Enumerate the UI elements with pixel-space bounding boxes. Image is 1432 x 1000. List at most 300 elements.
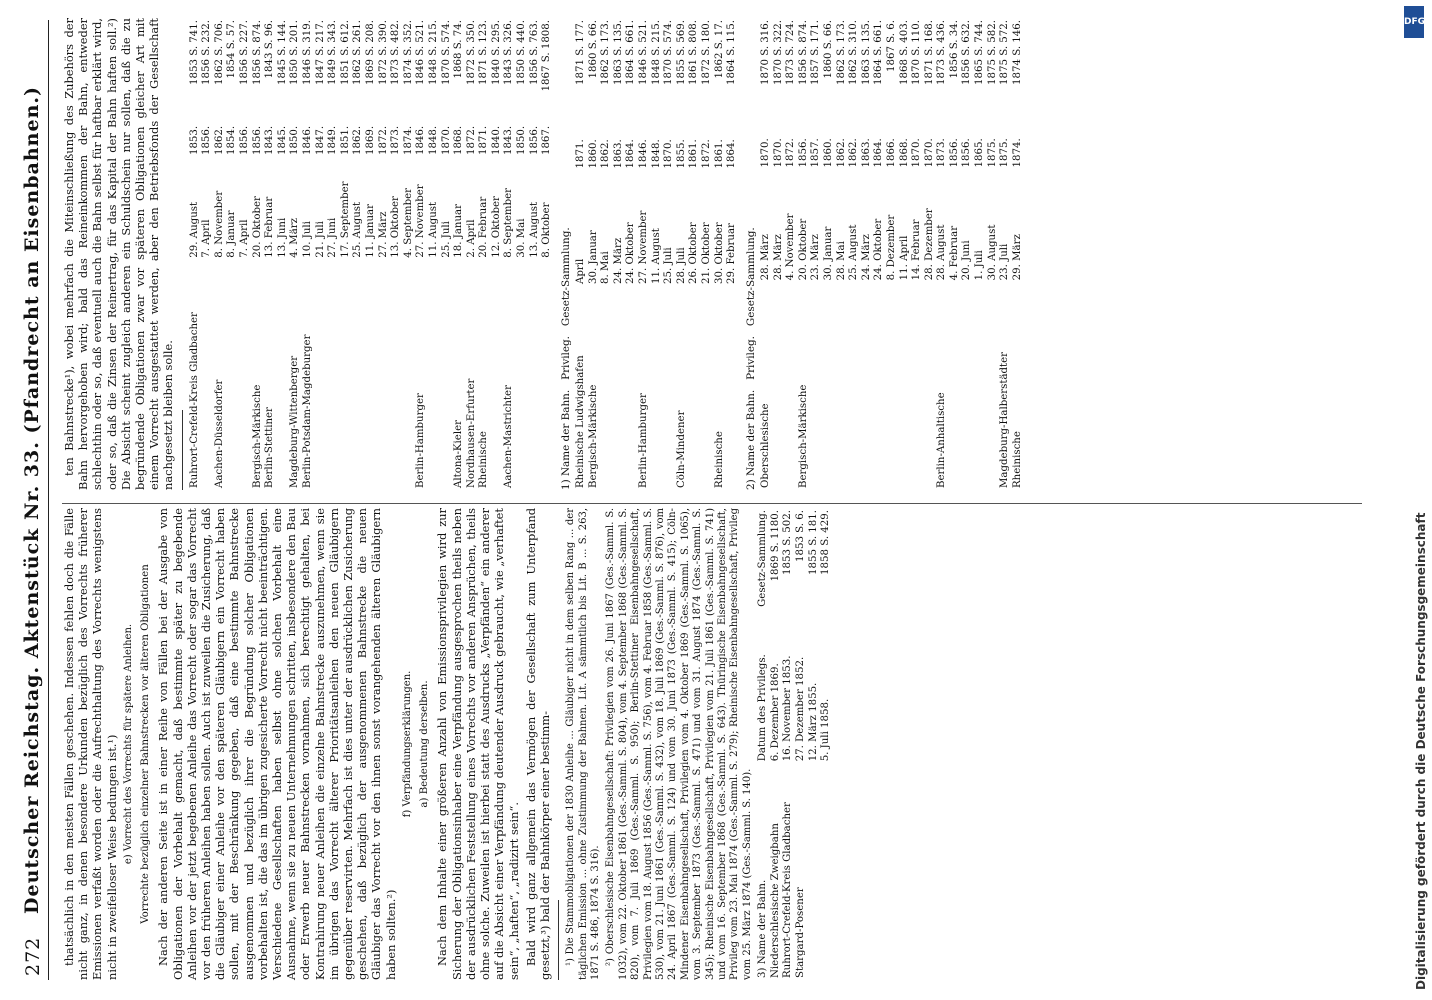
table-cell: 21. Oktober (700, 222, 712, 284)
table-cell: 14. Februar (911, 219, 923, 281)
table-cell (823, 282, 836, 490)
table-cell (201, 260, 214, 490)
table-cell (390, 260, 403, 490)
table-cell: Nordhausen-Erfurter (465, 378, 477, 488)
table-cell: 1870 S. 110. (911, 20, 923, 85)
table-cell: 1874. (402, 125, 414, 156)
table-row (651, 18, 664, 490)
table-row (226, 18, 239, 490)
table-cell: 1871. (478, 125, 490, 156)
table-cell: 20. Oktober (251, 196, 263, 258)
table-row (428, 18, 441, 490)
table-cell: 1867 S. 1808. (541, 20, 553, 92)
table-cell: 1870. (440, 125, 452, 156)
table-row (785, 18, 798, 490)
table-cell (239, 260, 252, 490)
table-cell: 8. November (213, 190, 225, 258)
table-cell: 1872. (377, 125, 389, 156)
table-cell: 11. April (898, 235, 910, 281)
left-column (62, 508, 833, 980)
table-row (848, 18, 861, 490)
table-cell: 1862. (600, 139, 612, 169)
table-cell (600, 286, 613, 490)
table-cell (836, 282, 849, 490)
table-cell (651, 286, 664, 490)
table-row (808, 508, 821, 980)
table-row (588, 18, 601, 490)
table-heading-privilege: Privileg. (559, 336, 572, 380)
table-cell: 1856 S. 227. (239, 20, 250, 85)
table-cell: 1872. (465, 125, 477, 156)
table-row (773, 18, 786, 490)
table-row (924, 18, 937, 490)
table-cell: 1862 S. 173. (600, 20, 612, 85)
table-cell: 1865 S. 744. (974, 20, 986, 85)
table-row (415, 18, 428, 490)
table-cell: 1856 S. 874. (797, 20, 809, 85)
table-cell: 1872. (700, 139, 712, 169)
table-cell: 11. August (650, 228, 662, 284)
table-row (726, 18, 739, 490)
table-cell (365, 260, 378, 490)
table-cell: 4. März (289, 217, 301, 258)
table-cell: 27. November (415, 184, 427, 258)
table-cell: 1856. (797, 138, 809, 168)
table-cell: 1856. (239, 125, 250, 156)
table-cell: 13. Februar (264, 196, 276, 258)
table-cell: 1863. (860, 138, 872, 168)
table-cell: 1856 S. 232. (201, 20, 213, 85)
table-row (264, 18, 277, 490)
table-row (478, 18, 491, 490)
table-cell: 1871 S. 177. (575, 20, 587, 85)
table-cell: 1853 S. 741. (188, 20, 200, 85)
table-cell (327, 260, 340, 490)
table-cell: Rheinische (1011, 431, 1023, 488)
table-row (782, 508, 795, 980)
table-cell: 28. März (759, 234, 771, 281)
table-cell (541, 260, 554, 490)
table-cell: Berlin-Stettiner (264, 407, 276, 488)
table-cell: 1854 S. 57. (226, 20, 238, 79)
table-header-cell: Gesetz-Sammlung. (757, 510, 769, 607)
table-row (529, 18, 542, 490)
table-heading-name: 1) Name der Bahn. (559, 389, 572, 490)
table-cell: 1870. (772, 138, 784, 168)
table-cell: 1850 S. 440. (516, 20, 528, 85)
table-cell (911, 282, 924, 490)
table-cell: 1871 S. 123. (478, 20, 490, 85)
table-cell: 25. Juli (663, 247, 675, 284)
table-cell: 25. August (848, 224, 860, 281)
table-row (189, 18, 202, 490)
table-cell: 11. August (427, 201, 439, 258)
footnote-rule (182, 410, 183, 490)
section-heading: e) Vorrecht des Vorrechts für spätere Anleihen. (122, 623, 134, 865)
table-cell: 10. Juli (301, 221, 313, 258)
table-cell (403, 260, 416, 490)
paragraph: Bald wird ganz allgemein das Vermögen der Gesellschaft zum Unterpfand gesetzt,³) bald der Bahnkörper einer bestimm- (523, 508, 552, 980)
table-cell: 4. November (785, 213, 797, 281)
table-cell: 1848 S. 215. (427, 20, 439, 85)
table-cell: 29. August (188, 201, 200, 258)
table-cell (529, 260, 542, 490)
table-cell: 1846. (301, 125, 313, 156)
table-row (820, 508, 833, 980)
table-cell: 1874 S. 146. (1011, 20, 1023, 85)
table-cell: 20. Februar (478, 196, 490, 258)
table-cell: 21. Juli (314, 221, 326, 258)
table-cell: Ruhrort-Crefeld-Kreis Gladbacher (188, 312, 200, 488)
table-cell: 1868. (453, 125, 465, 156)
table-cell: 24. März (612, 237, 624, 284)
table-cell: 20. Juni (961, 240, 973, 281)
table-cell: 1860 S. 66. (587, 20, 599, 79)
table-cell: 1860 S. 66. (822, 20, 834, 79)
table-cell: 28. Dezember (923, 208, 935, 281)
table-cell: 4. September (402, 187, 414, 258)
table-cell: 12. März 1855. (807, 682, 819, 762)
table-cell (810, 282, 823, 490)
table-cell: 6. Dezember 1869. (769, 663, 781, 762)
table-row (798, 18, 811, 490)
table-cell (226, 260, 239, 490)
table-cell: 1853 S. 502. (782, 510, 794, 575)
table-cell (625, 286, 638, 490)
table-cell (924, 282, 937, 490)
table-cell: 1851 S. 612. (339, 20, 351, 85)
table-heading (559, 18, 573, 490)
table-cell: 27. Juni (327, 217, 339, 258)
table-cell: 1864 S. 115. (726, 20, 738, 85)
table-cell: 1867 S. 6. (885, 20, 897, 72)
table-cell: Oberschlesische (759, 403, 771, 488)
table-cell: 1872 S. 390. (377, 20, 389, 85)
table-row (491, 18, 504, 490)
table-cell: 1870 S. 322. (772, 20, 784, 85)
table-row (613, 18, 626, 490)
table-cell (352, 260, 365, 490)
table-cell: 1857. (810, 138, 822, 168)
digitization-sidebar (1396, 0, 1432, 1000)
table-heading-name: 2) Name der Bahn. (744, 389, 757, 490)
table-cell: 30. Januar (587, 230, 599, 284)
table-row (861, 18, 874, 490)
table-cell: 1856. (201, 125, 213, 156)
footnote-rule (558, 900, 559, 980)
table-cell (315, 260, 328, 490)
column-divider (62, 503, 1362, 504)
table-cell: 25. Juli (440, 221, 452, 258)
table-cell: 1862. (835, 138, 847, 168)
table-cell: 1861. (713, 139, 725, 169)
table-cell (785, 282, 798, 490)
table-cell: 1860. (587, 139, 599, 169)
table-cell: Bergisch-Märkische (251, 384, 263, 488)
privilege-table-2 (575, 18, 739, 490)
table-row (911, 18, 924, 490)
table-row (575, 18, 588, 490)
table-row (836, 18, 849, 490)
table-cell: 1862 S. 310. (848, 20, 860, 85)
table-cell (861, 282, 874, 490)
table-cell: 1873. (936, 138, 948, 168)
table-row (466, 18, 479, 490)
table-cell: Berlin-Anhaltische (936, 392, 948, 488)
table-row (302, 18, 315, 490)
table-cell: 1849 S. 343. (327, 20, 339, 85)
table-row (516, 18, 529, 490)
footnote: ¹) Die Stammobligationen der 1830 Anleihe ... Gläubiger nicht in dem selben Rang ... der täglichen Emission ... ohne Zustimmung der Bahnen. Lit. A sämmtlich bis Lit. B ... S. 263, 1871 S. 486, 1874 S. 316). (565, 508, 601, 980)
table-cell (773, 282, 786, 490)
table-row (676, 18, 689, 490)
table-cell: 1856 S. 874. (251, 20, 263, 85)
table-cell: 1845 S. 144. (276, 20, 288, 85)
paragraph: Nach dem Inhalte einer größeren Anzahl von Emissionsprivilegien wird zur Sicherung der Obligationsinhaber eine Verpfändung ausgesprochen theils neben der ausdrücklichen Feststellung eines Vorrechts vor anderen Ansprüchen, theils ohne solche. Zuweilen ist hierbei statt des Ausdrucks „Verpfänden“ ein anderer auf die Absicht einer Verpfändung deutender Ausdruck gebraucht, wie „verhaftet sein“, „haften“, „radizirt sein“. (435, 508, 521, 980)
table-cell: 1855 S. 569. (675, 20, 687, 85)
table-cell: 12. Oktober (490, 196, 502, 258)
table-row (823, 18, 836, 490)
privilege-table (757, 508, 833, 980)
table-cell: 1864 S. 661. (625, 20, 637, 85)
table-cell: 1873. (390, 125, 402, 156)
table-cell: 1868 S. 74. (453, 20, 465, 79)
table-cell: Rheinische Ludwigshafen (575, 355, 587, 488)
table-cell: 1860. (822, 138, 834, 168)
table-cell: 1847 S. 217. (314, 20, 326, 85)
table-cell (277, 260, 290, 490)
table-cell: 1. Juli (974, 250, 986, 281)
table-cell: 1872 S. 350. (465, 20, 477, 85)
table-cell: 8. September (503, 187, 515, 258)
table-cell: Berlin-Hamburger (415, 393, 427, 488)
table-cell: 23. Juli (999, 243, 1011, 281)
table-cell (886, 282, 899, 490)
table-cell: 1871. (575, 139, 587, 169)
table-cell: Rheinische (478, 431, 490, 488)
table-cell: 16. November 1853. (782, 655, 794, 762)
table-cell: 1863 S. 135. (612, 20, 624, 85)
table-cell: 27. Dezember 1852. (794, 656, 806, 762)
table-row (327, 18, 340, 490)
table-cell: 1862. (352, 125, 364, 156)
table-row (453, 18, 466, 490)
page-header (20, 20, 49, 980)
table-cell: 1840 S. 295. (490, 20, 502, 85)
table-cell: 30. Oktober (713, 222, 725, 284)
table-cell: 13. Oktober (390, 196, 402, 258)
table-row (201, 18, 214, 490)
table-cell (873, 282, 886, 490)
table-cell: 1850. (289, 125, 301, 156)
section-subheading: a) Bedeutung derselben. (419, 680, 431, 808)
table-cell: 1857 S. 171. (810, 20, 822, 85)
table-cell: 1843 S. 96. (264, 20, 276, 79)
table-cell: 1870. (663, 139, 675, 169)
table-row (315, 18, 328, 490)
table-cell: 1873 S. 724. (785, 20, 797, 85)
table-cell: 1846 S. 521. (638, 20, 650, 85)
table-cell: 1846 S. 521. (415, 20, 427, 85)
table-row (999, 18, 1012, 490)
table-row (810, 18, 823, 490)
table-cell: 1875. (986, 138, 998, 168)
table-row (503, 18, 516, 490)
table-cell: 13. Juni (276, 217, 288, 258)
table-row (961, 18, 974, 490)
table-cell: 1846. (415, 125, 427, 156)
table-cell: Magdeburg-Wittenberger (289, 355, 301, 488)
table-cell: 1873 S. 436. (936, 20, 948, 85)
page-number: 272 (22, 936, 44, 976)
table-header-row (757, 508, 770, 980)
table-cell (340, 260, 353, 490)
table-row (760, 18, 773, 490)
section-heading: f) Verpfändungserklärungen. (401, 670, 413, 818)
table-cell: 1863 S. 135. (860, 20, 872, 85)
table-cell: 1848 S. 215. (650, 20, 662, 85)
table-cell: 1856. (251, 125, 263, 156)
table-cell: Bergisch-Märkische (797, 384, 809, 488)
table-cell (428, 260, 441, 490)
table-cell: 8. Dezember (885, 214, 897, 281)
table-heading (744, 18, 758, 490)
table-cell: 1850 S. 201. (289, 20, 301, 85)
table-cell (663, 286, 676, 490)
table-cell: 1867. (541, 125, 553, 156)
table-row (541, 18, 554, 490)
table-cell: 1868 S. 403. (898, 20, 910, 85)
table-cell: 1861 S. 808. (688, 20, 700, 85)
table-cell (899, 282, 912, 490)
table-cell: 24. März (860, 234, 872, 281)
table-cell (378, 260, 391, 490)
table-cell: 30. Mai (516, 218, 528, 258)
table-cell: 1845. (276, 125, 288, 156)
table-cell (820, 763, 833, 980)
table-cell: 27. November (638, 210, 650, 284)
table-row (625, 18, 638, 490)
table-cell: 1855 S. 181. (807, 510, 819, 575)
table-heading-collection: Gesetz-Sammlung. (744, 227, 757, 327)
table-cell: 1848. (650, 139, 662, 169)
table-cell: 1856 S. 34. (948, 20, 960, 79)
table-cell: 1873 S. 482. (390, 20, 402, 85)
funding-note: Digitalisierung gefördert durch die Deutsche Forschungsgemeinschaft (1414, 512, 1428, 990)
table-cell: 28. August (936, 224, 948, 281)
table-cell: 28. Juli (675, 247, 687, 284)
table-cell: 1872 S. 180. (700, 20, 712, 85)
table-header-cell: 3) Name der Bahn. (757, 879, 769, 978)
paragraph: thatsächlich in den meisten Fällen geschehen. Indessen fehlen doch die Fälle nicht ganz, in denen besondere Urkunden bezüglich des Vorrechts früherer Emissionen verfaßt worden oder die Aufrechthaltung des Vorrechts wenigstens nicht in zweifelloser Weise bedungen ist.¹) (62, 508, 119, 980)
table-cell: Magdeburg-Halberstädter (999, 351, 1011, 488)
table-cell: 24. Oktober (873, 218, 885, 281)
table-cell: Ruhrort-Crefeld-Kreis Gladbacher (782, 802, 794, 978)
table-row (403, 18, 416, 490)
paragraph: Nach der anderen Seite ist in einer Reihe von Fällen bei der Ausgabe von Obligationen der Vorbehalt gemacht, daß bestimmte später zu begebende Anleihen vor der jetzt begebenen Anleihe das Vorrecht oder sogar das Vorrecht vor den früheren Anleihen haben sollen. Auch ist zuweilen die Zusicherung, daß die Gläubiger einer Anleihe vor den späteren Gläubigern ein Vorrecht haben sollen, mit der Beschränkung gegeben, daß eine bestimmte Bahnstrecke ausgenommen und bezüglich ihrer die Begründung solcher Obligationen vorbehalten ist, die das im übrigen zugesicherte Vorrecht nicht beeinträchtigen. Verschiedene Gesellschaften haben selbst ohne solchen Vorbehalt eine Ausnahme, wenn sie zu neuen Unternehmungen schritten, insbesondere den Bau oder Erwerb neuer Bahnstrecken vornahmen, sich berechtigt gehalten, bei Kontrahirung neuer Anleihen die einzelne Bahnstrecke auszunehmen, wenn sie im übrigen das Vorrecht älterer Prioritätsanleihen den neuen Gläubigern gegenüber reservirten. Mehrfach ist dies unter der ausdrücklichen Zusicherung geschehen, daß bezüglich der ausgenommenen Bahnstrecke die neuen Gläubiger das Vorrecht vor den ihnen sonst vorangehenden älteren Gläubigern haben sollten.²) (156, 508, 398, 980)
table-header-cell: Datum des Privilegs. (757, 654, 769, 762)
table-cell: 23. März (810, 234, 822, 281)
table-row (949, 18, 962, 490)
table-row (987, 18, 1000, 490)
table-cell: 1870 S. 574. (440, 20, 452, 85)
table-cell: 18. Januar (453, 204, 465, 258)
table-cell: 1843 S. 326. (503, 20, 515, 85)
table-cell: 1843. (264, 125, 276, 156)
table-cell: 1853. (188, 125, 200, 156)
table-cell: 13. August (528, 201, 540, 258)
table-cell: 1870. (911, 138, 923, 168)
table-cell: Aachen-Düsseldorfer (213, 379, 225, 488)
table-cell: 20. Oktober (797, 218, 809, 281)
table-row (714, 18, 727, 490)
table-cell (491, 260, 504, 490)
table-cell: 1862. (848, 138, 860, 168)
table-row (770, 508, 783, 980)
table-cell: 1868. (898, 138, 910, 168)
table-cell: 1869 S. 1180. (769, 510, 781, 582)
table-cell (974, 282, 987, 490)
table-cell: 11. Januar (364, 204, 376, 258)
table-cell: Altona-Kieler (453, 420, 465, 488)
table-cell: 1858 S. 429. (820, 510, 832, 575)
table-cell: 1854. (226, 125, 238, 156)
table-cell: Niederschlesische Zweigbahn (769, 823, 781, 978)
table-row (378, 18, 391, 490)
table-cell: 1870. (923, 138, 935, 168)
table-cell: 5. Juli 1858. (820, 698, 832, 762)
table-row (795, 508, 808, 980)
table-row (365, 18, 378, 490)
table-cell: 1856. (528, 125, 540, 156)
table-cell: 1870 S. 574. (663, 20, 675, 85)
table-cell: Cöln-Mindener (675, 410, 687, 488)
table-cell (516, 260, 529, 490)
table-cell (613, 286, 626, 490)
table-row (239, 18, 252, 490)
table-cell: Rheinische (713, 431, 725, 488)
table-cell: 1865. (974, 138, 986, 168)
table-row (899, 18, 912, 490)
table-cell: 1874. (1011, 138, 1023, 168)
table-cell: 1856. (948, 138, 960, 168)
table-cell: 1856 S. 632. (961, 20, 973, 85)
table-cell: 1840. (490, 125, 502, 156)
table-cell: Berlin-Hamburger (638, 393, 650, 488)
table-cell (726, 286, 739, 490)
table-cell: 17. September (339, 181, 351, 258)
table-cell: 4. Februar (948, 225, 960, 281)
table-cell: 7. April (239, 219, 250, 258)
table-cell: 1863. (612, 139, 624, 169)
table-cell: 1848. (427, 125, 439, 156)
table-cell: 1851. (339, 125, 351, 156)
table-row (663, 18, 676, 490)
table-cell: 30. August (986, 224, 998, 281)
table-cell: 1864. (726, 139, 738, 169)
table-row (441, 18, 454, 490)
table-row (701, 18, 714, 490)
table-row (252, 18, 265, 490)
table-cell: 1856 S. 763. (528, 20, 540, 85)
table-cell (848, 282, 861, 490)
table-cell: 1846. (638, 139, 650, 169)
table-cell: 2. April (465, 219, 477, 258)
table-cell: 1861. (688, 139, 700, 169)
table-cell: 29. Februar (726, 223, 738, 284)
table-row (873, 18, 886, 490)
paragraph: ten Bahnstrecke¹), wobei mehrfach die Miteinschließung des Zubehörs der Bahn hervorgehoben wird; bald das Reineinkommen der Bahn, entweder schlechthin oder so, daß eventuell auch die Bahn selbst für haftbar erklärt wird, oder so, daß die Zinsen der Reinertrag, für das Kapital der Bahn haften soll.²) Die Absicht scheint zugleich anderen ein Schuldschein nur sollen, daß die zu begründende Obligationen zwar vor späteren Obligationen gleicher Art mit einem Vorrecht ausgestattet werden, aber den Betriebsfonds der Gesellschaft nachgesetzt bleiben solle. (62, 18, 176, 490)
